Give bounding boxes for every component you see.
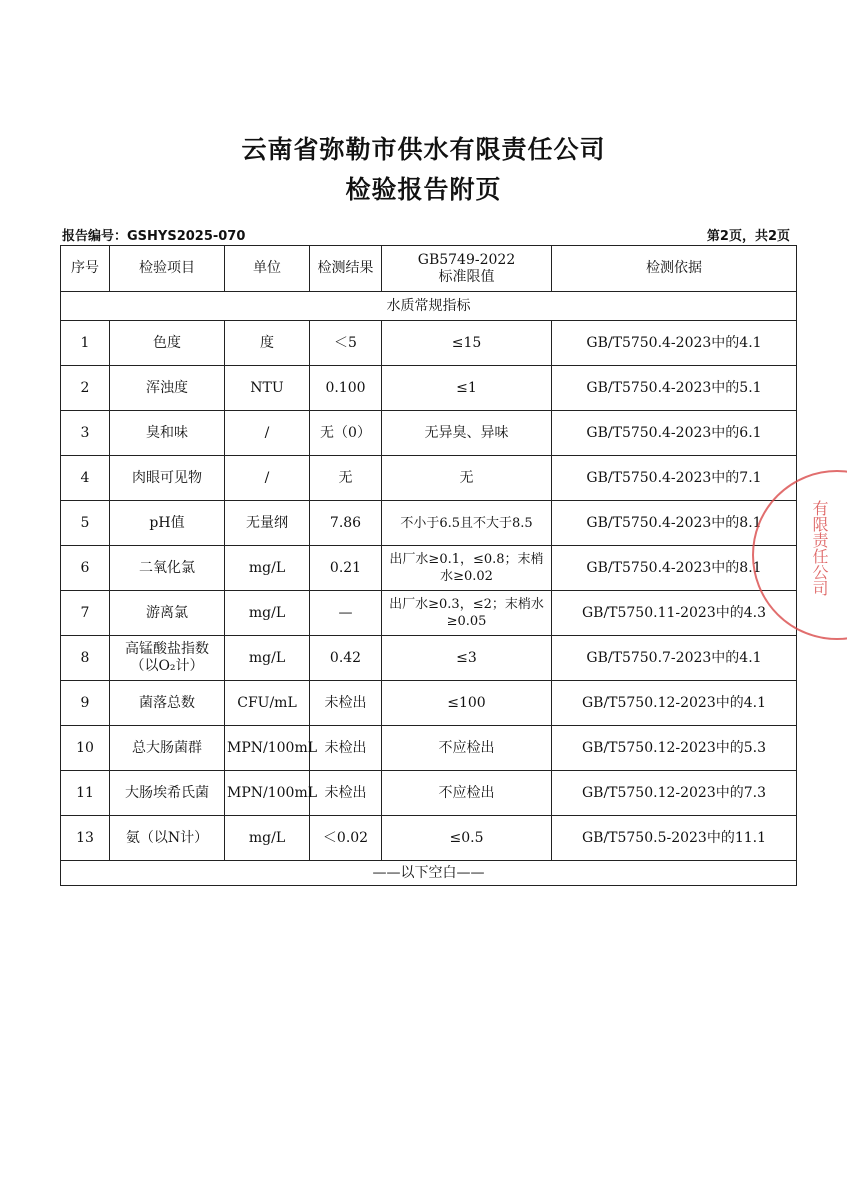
table-row — [61, 411, 797, 456]
cell-unit: / — [225, 456, 310, 501]
cell-method: GB/T5750.12-2023中的4.1 — [552, 681, 797, 726]
cell-limit: ≤1 — [382, 366, 552, 411]
table-row — [61, 456, 797, 501]
cell-item: 大肠埃希氏菌 — [110, 771, 225, 816]
cell-limit: 不小于6.5且不大于8.5 — [382, 501, 552, 546]
table-row — [61, 726, 797, 771]
section-row — [61, 292, 797, 321]
cell-no: 11 — [61, 771, 110, 816]
cell-item: 臭和味 — [110, 411, 225, 456]
cell-item: 总大肠菌群 — [110, 726, 225, 771]
end-row — [61, 861, 797, 886]
cell-result: 7.86 — [310, 501, 382, 546]
cell-result: 0.100 — [310, 366, 382, 411]
cell-no: 3 — [61, 411, 110, 456]
col-header-unit: 单位 — [225, 246, 310, 292]
cell-result: 未检出 — [310, 681, 382, 726]
cell-result: 无（0） — [310, 411, 382, 456]
cell-item: 肉眼可见物 — [110, 456, 225, 501]
cell-limit: ≤15 — [382, 321, 552, 366]
cell-item: 色度 — [110, 321, 225, 366]
cell-limit: ≤100 — [382, 681, 552, 726]
cell-no: 13 — [61, 816, 110, 861]
cell-item: 高锰酸盐指数（以O₂计） — [110, 636, 225, 681]
company-title: 云南省弥勒市供水有限责任公司 — [241, 135, 606, 164]
cell-no: 4 — [61, 456, 110, 501]
table-row — [61, 816, 797, 861]
cell-unit: mg/L — [225, 636, 310, 681]
cell-unit: mg/L — [225, 816, 310, 861]
cell-item: 菌落总数 — [110, 681, 225, 726]
cell-limit: 出厂水≥0.3，≤2；末梢水≥0.05 — [382, 591, 552, 636]
cell-item: 游离氯 — [110, 591, 225, 636]
col-header-limit-label: 标准限值 — [438, 268, 495, 285]
cell-method: GB/T5750.4-2023中的7.1 — [552, 456, 797, 501]
col-header-item: 检验项目 — [110, 246, 225, 292]
cell-item: 浑浊度 — [110, 366, 225, 411]
cell-unit: 度 — [225, 321, 310, 366]
col-header-standard: GB5749-2022 — [417, 251, 516, 268]
cell-method: GB/T5750.11-2023中的4.3 — [552, 591, 797, 636]
table-row — [61, 636, 797, 681]
end-note: ——以下空白—— — [61, 861, 797, 886]
cell-limit: 无 — [382, 456, 552, 501]
cell-method: GB/T5750.4-2023中的8.1 — [552, 546, 797, 591]
cell-limit: ≤0.5 — [382, 816, 552, 861]
cell-method: GB/T5750.4-2023中的4.1 — [552, 321, 797, 366]
cell-method: GB/T5750.12-2023中的5.3 — [552, 726, 797, 771]
cell-method: GB/T5750.4-2023中的5.1 — [552, 366, 797, 411]
table-row — [61, 366, 797, 411]
report-number: 报告编号：GSHYS2025-070 — [62, 229, 246, 244]
cell-result: ＜0.02 — [310, 816, 382, 861]
col-header-result: 检测结果 — [310, 246, 382, 292]
col-header-limit — [382, 246, 552, 292]
col-header-method: 检测依据 — [552, 246, 797, 292]
cell-method: GB/T5750.12-2023中的7.3 — [552, 771, 797, 816]
page-info: 第2页，共2页 — [706, 229, 790, 244]
cell-item: pH值 — [110, 501, 225, 546]
document-title: 检验报告附页 — [345, 175, 502, 204]
cell-method: GB/T5750.4-2023中的6.1 — [552, 411, 797, 456]
table-row — [61, 546, 797, 591]
cell-result: 无 — [310, 456, 382, 501]
cell-item: 二氧化氯 — [110, 546, 225, 591]
cell-limit: ≤3 — [382, 636, 552, 681]
cell-unit: CFU/mL — [225, 681, 310, 726]
cell-unit: 无量纲 — [225, 501, 310, 546]
cell-result: 未检出 — [310, 771, 382, 816]
cell-no: 7 — [61, 591, 110, 636]
cell-result: ＜5 — [310, 321, 382, 366]
inspection-table — [60, 245, 797, 886]
table-row — [61, 591, 797, 636]
cell-limit: 不应检出 — [382, 726, 552, 771]
cell-unit: mg/L — [225, 546, 310, 591]
cell-unit: NTU — [225, 366, 310, 411]
company-seal-text: 有限责任公司 — [810, 500, 829, 596]
cell-result: — — [310, 591, 382, 636]
table-header-row — [61, 246, 797, 292]
cell-unit: mg/L — [225, 591, 310, 636]
table-row — [61, 681, 797, 726]
cell-no: 2 — [61, 366, 110, 411]
cell-item: 氨（以N计） — [110, 816, 225, 861]
cell-limit: 不应检出 — [382, 771, 552, 816]
table-row — [61, 771, 797, 816]
table-row — [61, 501, 797, 546]
cell-unit: MPN/100mL — [225, 771, 310, 816]
cell-method: GB/T5750.5-2023中的11.1 — [552, 816, 797, 861]
cell-method: GB/T5750.4-2023中的8.1 — [552, 501, 797, 546]
cell-limit: 出厂水≥0.1，≤0.8；末梢水≥0.02 — [382, 546, 552, 591]
section-title: 水质常规指标 — [61, 292, 797, 321]
cell-no: 1 — [61, 321, 110, 366]
table-row — [61, 321, 797, 366]
cell-no: 9 — [61, 681, 110, 726]
cell-no: 8 — [61, 636, 110, 681]
cell-no: 10 — [61, 726, 110, 771]
cell-method: GB/T5750.7-2023中的4.1 — [552, 636, 797, 681]
cell-result: 0.21 — [310, 546, 382, 591]
cell-limit: 无异臭、异味 — [382, 411, 552, 456]
cell-no: 6 — [61, 546, 110, 591]
col-header-no: 序号 — [61, 246, 110, 292]
cell-result: 未检出 — [310, 726, 382, 771]
cell-result: 0.42 — [310, 636, 382, 681]
cell-no: 5 — [61, 501, 110, 546]
cell-unit: MPN/100mL — [225, 726, 310, 771]
cell-unit: / — [225, 411, 310, 456]
